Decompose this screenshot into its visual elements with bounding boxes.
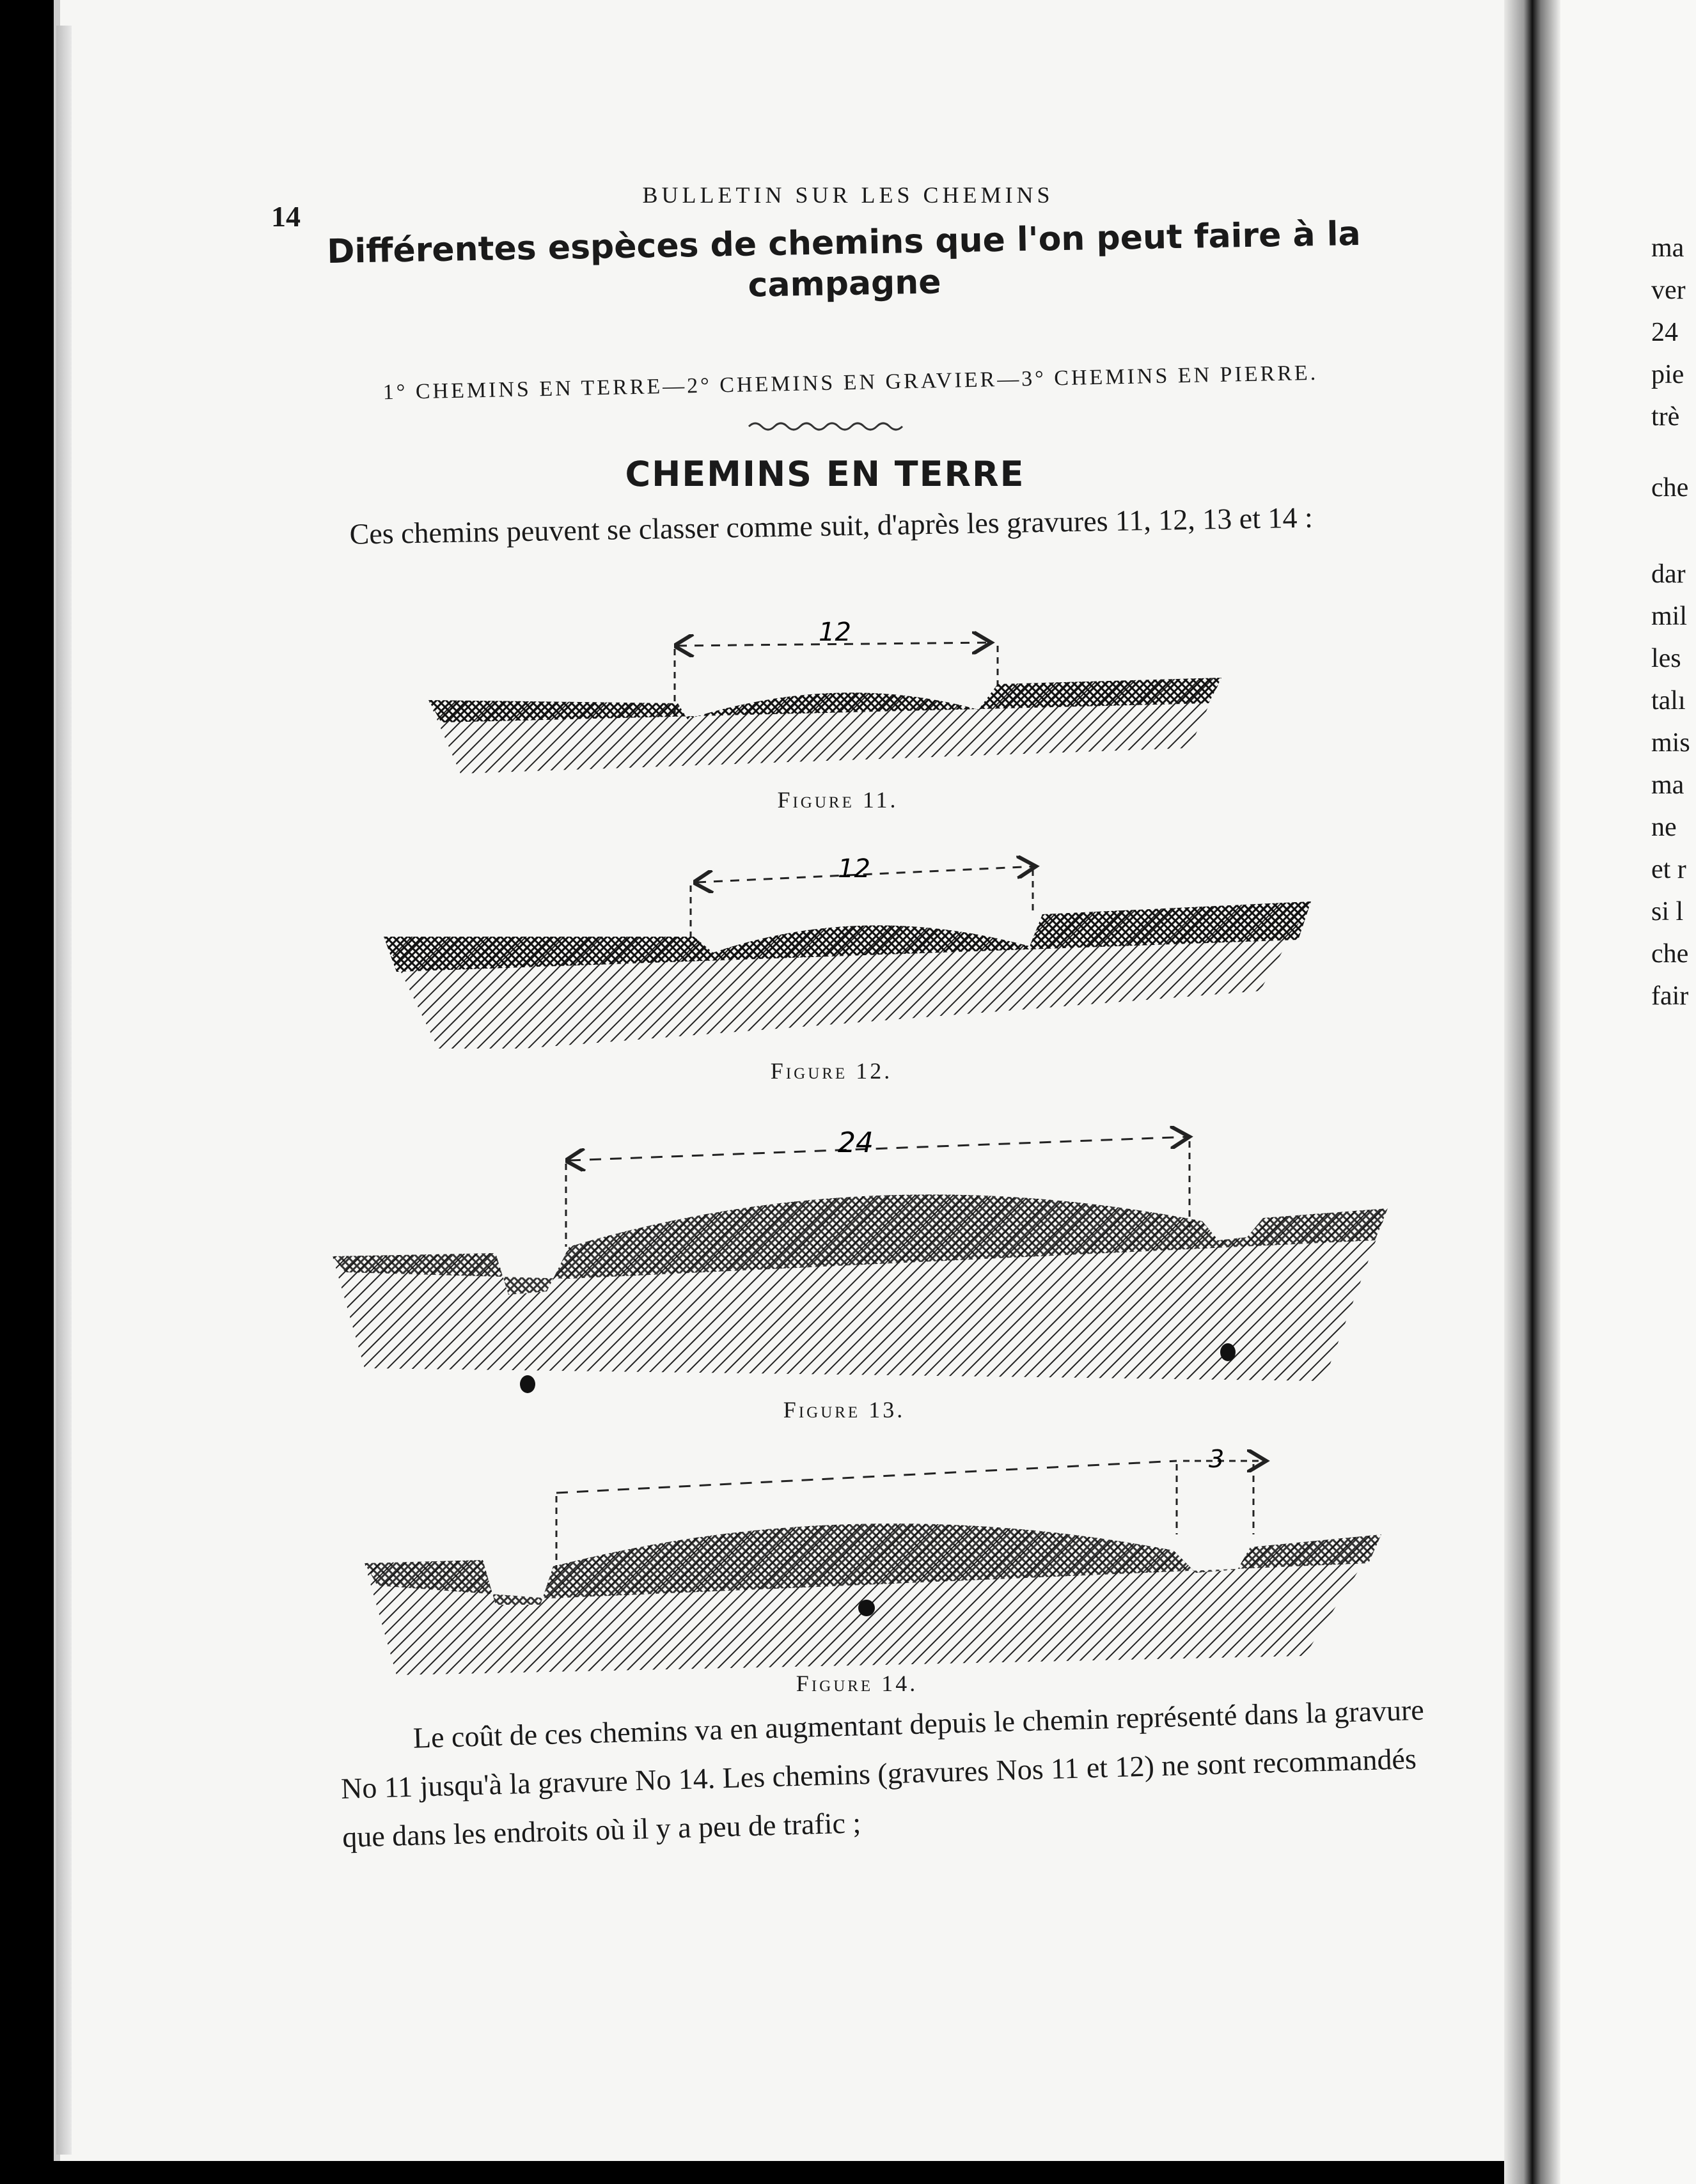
facing-line: et r	[1651, 855, 1686, 884]
facing-line: che	[1651, 473, 1689, 503]
subtitle: 1° CHEMINS EN TERRE—2° CHEMINS EN GRAVIER—3° CHEMINS EN PIERRE.	[382, 361, 1319, 405]
facing-line: ver	[1651, 276, 1686, 305]
facing-line: dar	[1651, 559, 1686, 589]
facing-line: talı	[1651, 686, 1686, 715]
page-number: 14	[271, 200, 301, 233]
facing-line: fair	[1651, 981, 1689, 1011]
facing-line: les	[1651, 644, 1681, 673]
facing-line: che	[1651, 939, 1689, 969]
facing-line: ma	[1651, 770, 1684, 800]
running-head: BULLETIN SUR LES CHEMINS	[642, 182, 1054, 208]
wavy-ornament	[746, 417, 912, 436]
facing-line: trè	[1651, 402, 1680, 432]
figure-12-dimension: 12	[838, 854, 870, 884]
figure-11-road-cross-section	[422, 607, 1253, 786]
figure-11-dimension: 12	[819, 618, 851, 647]
figure-14-dimension: 3	[1209, 1445, 1225, 1473]
body-paragraph: Le coût de ces chemins va en augmentant depuis le chemin représenté dans la gravure No 11 jusqu'à la gravure No 14. Les chemins (gravures Nos 11 et 12) ne sont recommandés que dans les endroits où il y a peu de trafic ;	[340, 1693, 1425, 1853]
facing-line: mil	[1651, 602, 1688, 631]
facing-line: mis	[1651, 728, 1690, 758]
page-edge	[56, 26, 72, 2155]
figure-12-caption: Figure 12.	[770, 1058, 893, 1084]
facing-line: pie	[1651, 360, 1684, 389]
facing-line: 24	[1651, 318, 1678, 347]
figure-14-caption: Figure 14.	[796, 1671, 918, 1696]
intro-paragraph: Ces chemins peuvent se classer comme suit, d'après les gravures 11, 12, 13 et 14 :	[349, 501, 1314, 550]
page-title: Différentes espèces de chemins que l'on peut faire à la campagne	[326, 214, 1362, 305]
facing-line: ma	[1651, 233, 1684, 263]
book-gutter	[1504, 0, 1560, 2184]
figure-14-road-cross-section	[358, 1432, 1407, 1675]
section-heading: CHEMINS EN TERRE	[625, 454, 1025, 494]
figure-13-road-cross-section	[326, 1112, 1413, 1400]
facing-line: ne	[1651, 813, 1677, 842]
figure-13-dimension: 24	[838, 1127, 874, 1159]
figure-13-caption: Figure 13.	[783, 1397, 906, 1423]
figure-11-caption: Figure 11.	[777, 787, 899, 813]
facing-line: si l	[1651, 897, 1684, 926]
figure-12-road-cross-section	[377, 844, 1324, 1049]
